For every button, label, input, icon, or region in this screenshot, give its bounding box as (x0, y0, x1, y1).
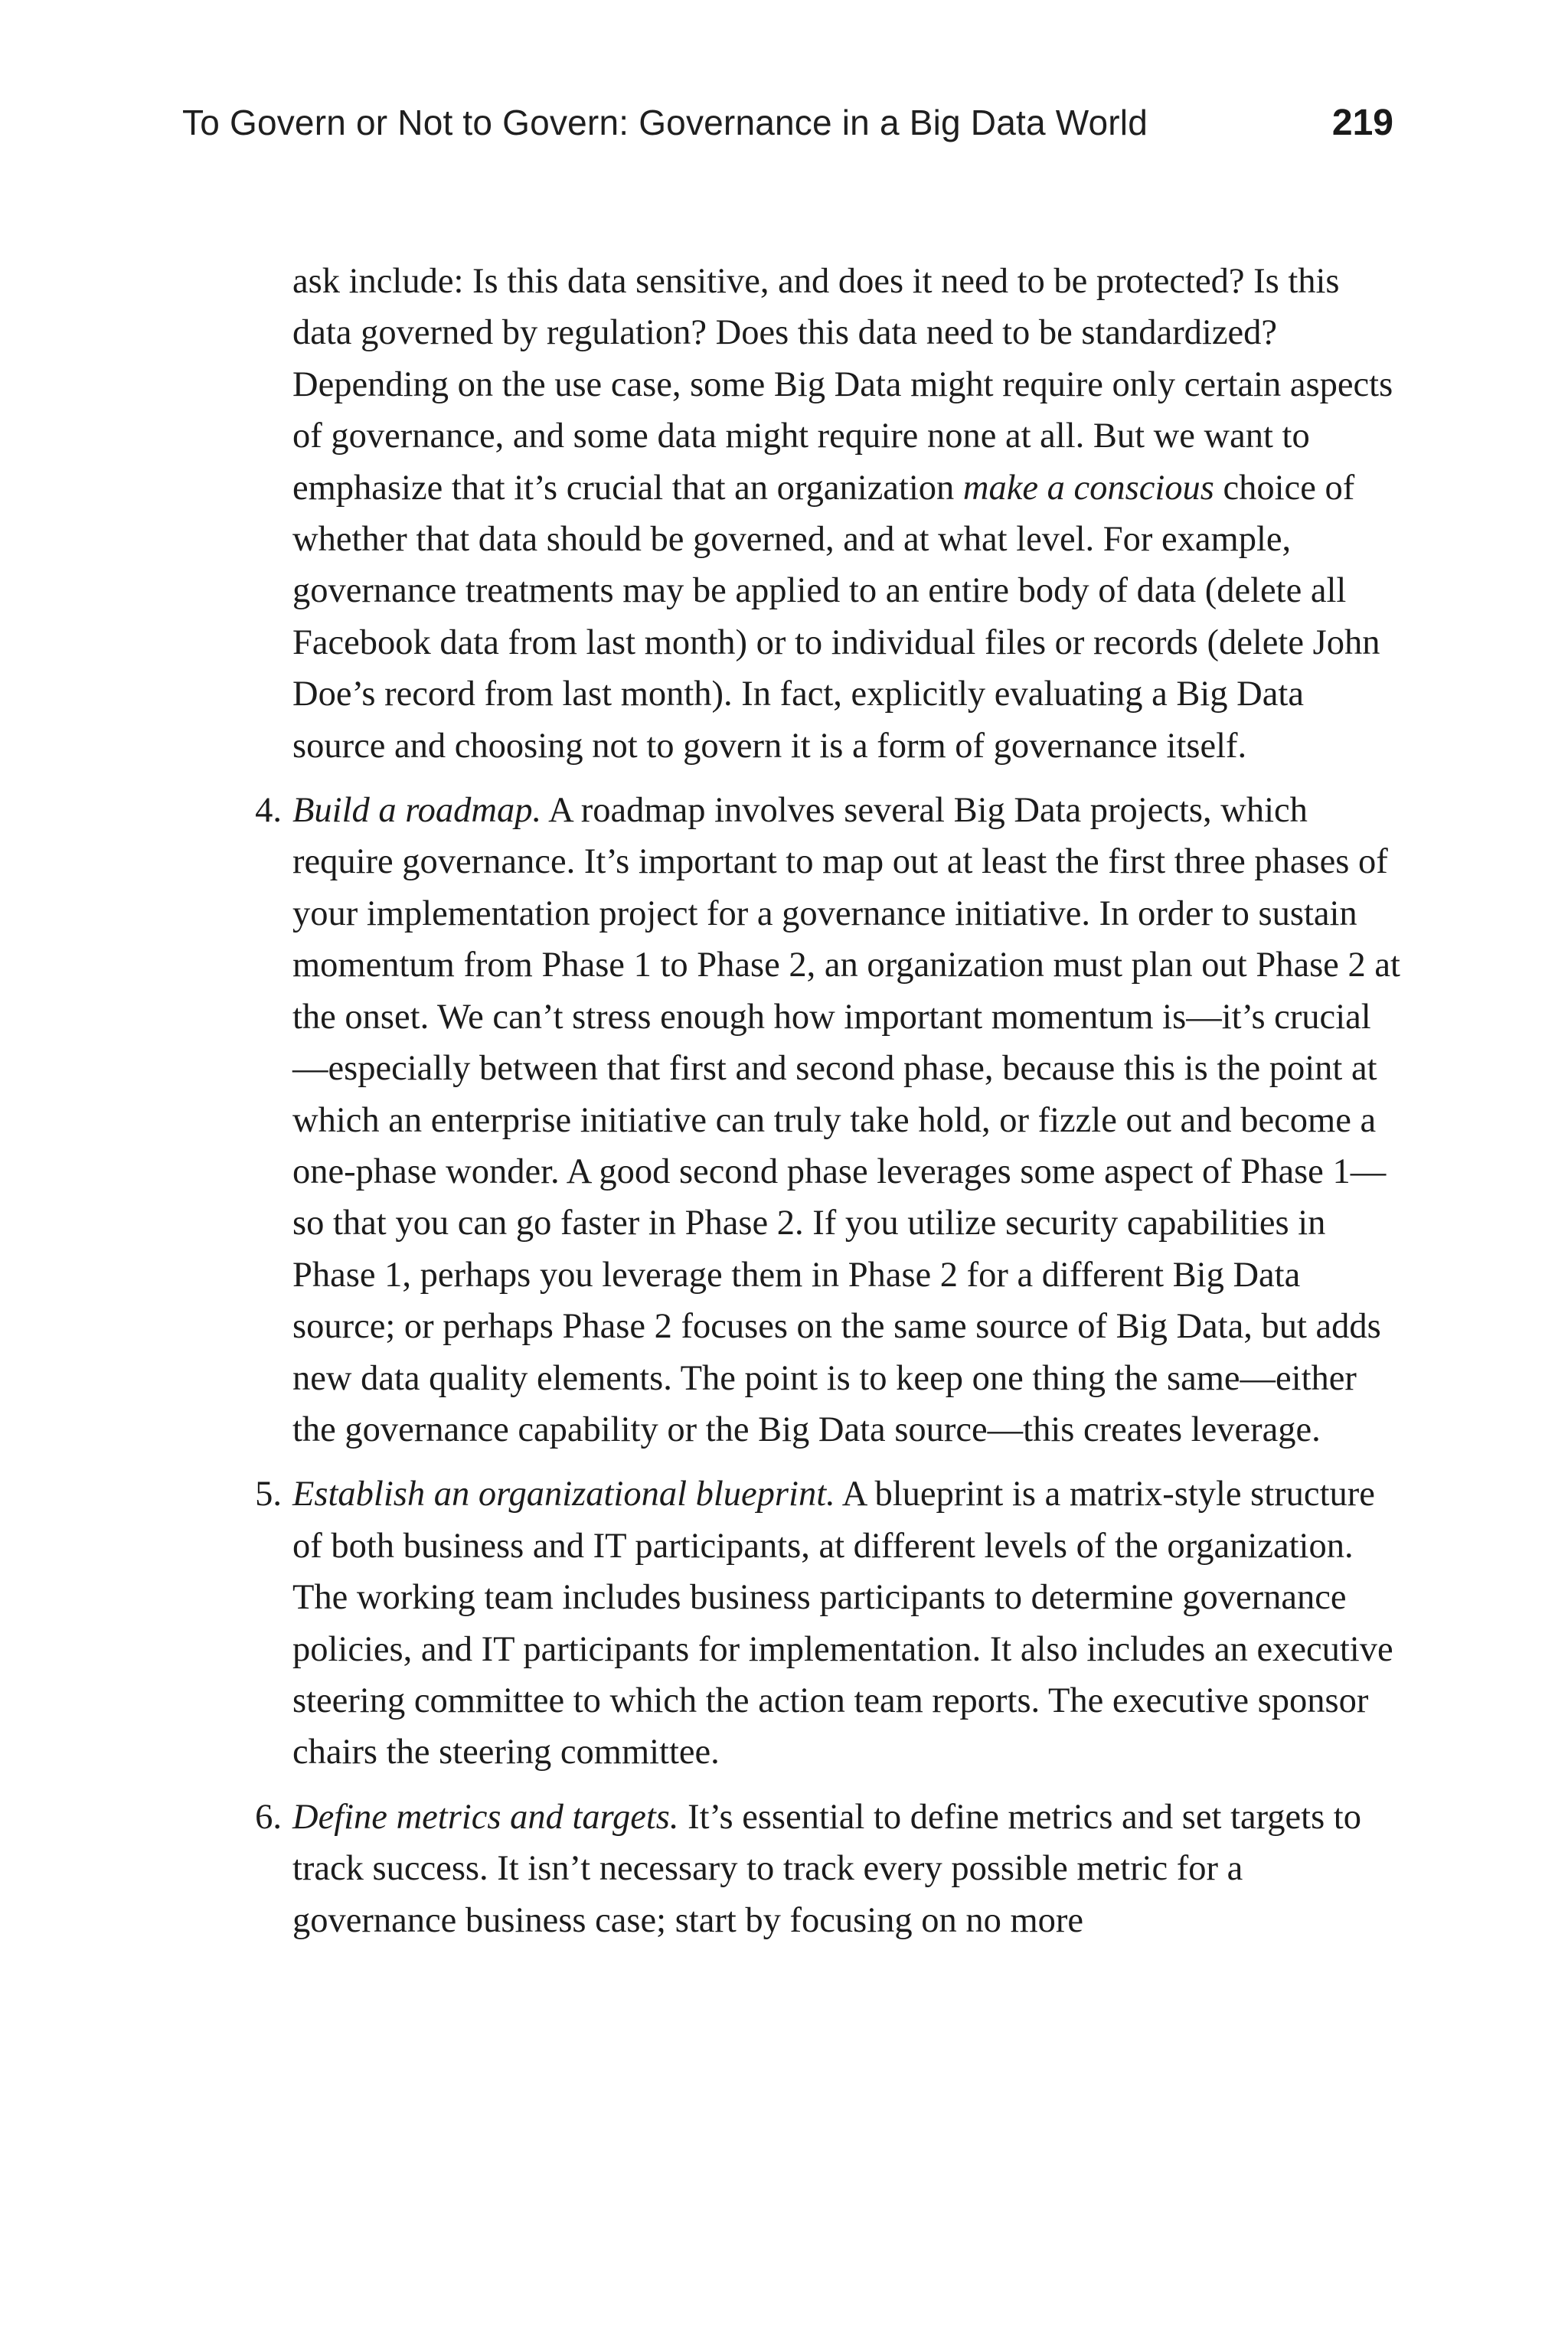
running-header (182, 92, 1393, 153)
list-number: 5. (255, 1475, 282, 1514)
emphasis-text: make a conscious (962, 468, 1214, 508)
text-run: choice of whether that data should be governed, and at what level. For example, governance treatments may be applied to an entire body of data (delete all Facebook data from last month) or to individual files or records (delete John Doe’s record from last month). In fact, explicitly evaluating a Big Data source and choosing not to govern it is a form of governance itself. (292, 468, 1380, 766)
list-item-body: A blueprint is a matrix-style structure of both business and IT participants, at different levels of the organization. The working team includes business participants to determine governance policies, and IT participants for implementation. It also includes an executive steering committee to which the action team reports. The executive sponsor chairs the steering committee. (292, 1475, 1393, 1772)
list-item-text (292, 785, 1403, 1455)
list-item-text (292, 1792, 1403, 1946)
list-item-title: Build a roadmap. (292, 791, 542, 831)
list-item-6 (255, 1792, 1403, 1946)
list-item-text (292, 1468, 1403, 1778)
list-number: 4. (255, 791, 282, 831)
list-item-5 (255, 1468, 1403, 1778)
list-item-4 (255, 785, 1403, 1455)
running-title: To Govern or Not to Govern: Governance in a Big Data World (182, 103, 1148, 142)
list-item-body: A roadmap involves several Big Data projects, which require governance. It’s important to map out at least the first three phases of your implementation project for a governance initiative. In order to sustain momentum from Phase 1 to Phase 2, an organization must plan out Phase 2 at the onset. We can’t stress enough how important momentum is—it’s crucial—especially between that first and second phase, because this is the point at which an enterprise initiative can truly take hold, or fizzle out and become a one-phase wonder. A good second phase leverages some aspect of Phase 1—so that you can go faster in Phase 2. If you utilize security capabilities in Phase 1, perhaps you leverage them in Phase 2 for a different Big Data source; or perhaps Phase 2 focuses on the same source of Big Data, but adds new data quality elements. The point is to keep one thing the same—either the governance capability or the Big Data source—this creates leverage. (292, 791, 1400, 1449)
page-number: 219 (1331, 102, 1393, 143)
continuation-paragraph (292, 256, 1403, 772)
text-run: ask include: Is this data sensitive, and does it need to be protected? Is this data governed by regulation? Does this data need to be standardized? Depending on the use case, some Big Data might require only certain aspects of governance, and some data might require none at all. But we want to emphasize that it’s crucial that an organization (292, 262, 1393, 508)
list-number: 6. (255, 1797, 282, 1837)
paragraph-text (292, 256, 1403, 772)
list-item-title: Establish an organizational blueprint. (292, 1475, 835, 1514)
list-item-body: It’s essential to define metrics and set targets to track success. It isn’t necessary to track every possible metric for a governance business case; start by focusing on no more (292, 1797, 1361, 1940)
list-item-title: Define metrics and targets. (292, 1797, 679, 1837)
page-body (255, 256, 1403, 1946)
